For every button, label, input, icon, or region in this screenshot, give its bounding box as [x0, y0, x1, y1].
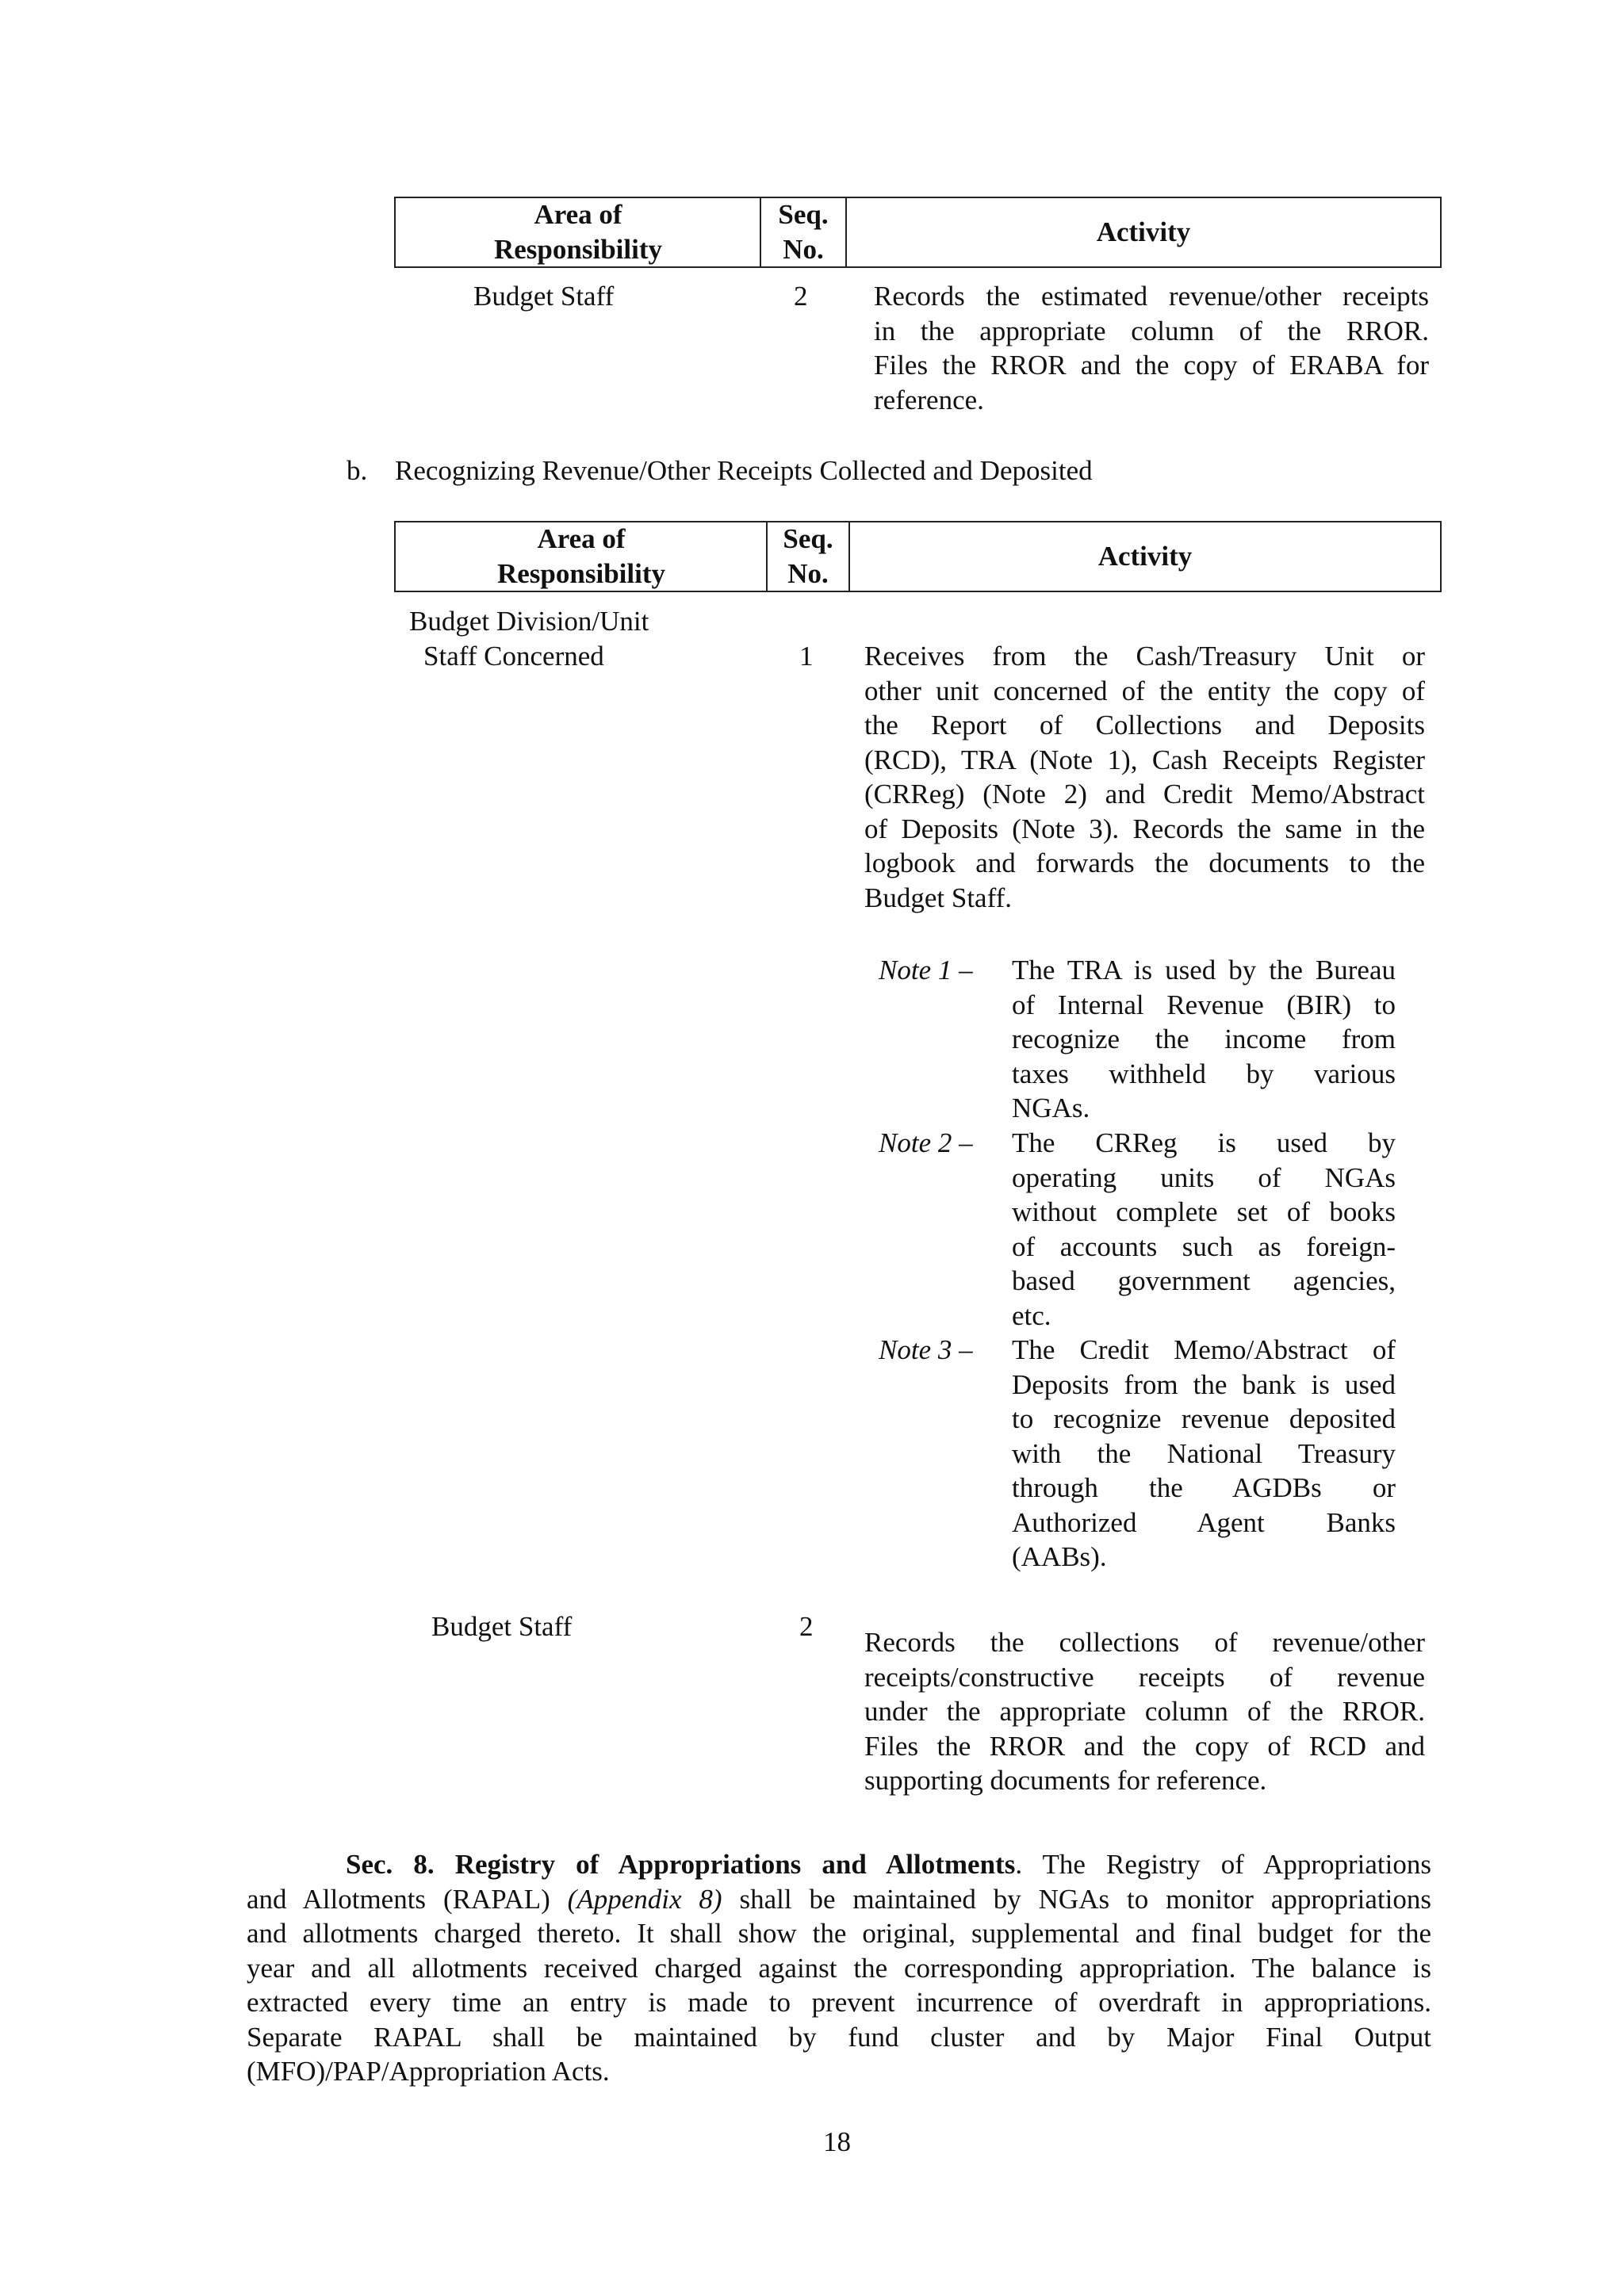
table2-row2-seq: 2	[799, 1611, 814, 1642]
note3-label: Note 3 –	[879, 1334, 973, 1365]
text-line: other unit concerned of the entity the copy of	[864, 675, 1425, 706]
sec8-paragraph	[247, 1847, 1431, 2089]
text-line: (AABs).	[1012, 1541, 1107, 1572]
text-line: receipts/constructive receipts of revenue	[864, 1661, 1425, 1693]
text-line: the Report of Collections and Deposits	[864, 710, 1425, 740]
text-line: and allotments charged thereto. It shall show the original, supplemental and final budget for the	[247, 1918, 1431, 1949]
text-line: (CRReg) (Note 2) and Credit Memo/Abstract	[864, 779, 1425, 809]
table1-header-seq	[761, 198, 845, 266]
text-line: Records the collections of revenue/other	[864, 1627, 1425, 1658]
text-line: (MFO)/PAP/Appropriation Acts.	[247, 2056, 610, 2087]
table2-header-area-line1: Area of	[537, 523, 626, 554]
text-line: of Deposits (Note 3). Records the same in the	[864, 813, 1425, 844]
text-line: Deposits from the bank is used	[1012, 1368, 1396, 1400]
table2-header-area	[396, 522, 767, 591]
table2-row1-area-line2: Staff Concerned	[423, 641, 604, 672]
text-line: The Credit Memo/Abstract of	[1012, 1334, 1396, 1365]
section-b-title: Recognizing Revenue/Other Receipts Collected and Deposited	[395, 455, 1093, 486]
text-line: without complete set of books	[1012, 1196, 1396, 1227]
text-line: through the AGDBs or	[1012, 1472, 1396, 1503]
text-line: Budget Staff.	[864, 882, 1013, 913]
table1-header-area-line2: Responsibility	[494, 234, 662, 265]
text-line: in the appropriate column of the RROR.	[874, 315, 1429, 346]
section-b-letter: b.	[347, 455, 368, 486]
table2-header-seq-line1: Seq.	[783, 523, 833, 554]
table1-row-seq: 2	[794, 281, 808, 312]
text-line: operating units of NGAs	[1012, 1161, 1396, 1193]
text-line: to recognize revenue deposited	[1012, 1403, 1396, 1434]
table2-header-area-line2: Responsibility	[497, 558, 665, 589]
text-line: (RCD), TRA (Note 1), Cash Receipts Register	[864, 744, 1425, 775]
table2-row1-activity	[864, 639, 1425, 915]
note2-body	[1012, 1126, 1396, 1333]
table2-header-seq-line2: No.	[787, 558, 829, 589]
text-line: Receives from the Cash/Treasury Unit or	[864, 641, 1425, 672]
text-line: of Internal Revenue (BIR) to	[1012, 989, 1396, 1020]
table2-header	[394, 521, 1442, 592]
table1-header-seq-line1: Seq.	[778, 199, 829, 230]
sec8-first-line	[247, 1847, 1431, 1882]
text-line: with the National Treasury	[1012, 1437, 1396, 1469]
note3-body	[1012, 1333, 1396, 1575]
table1-header-seq-line2: No.	[783, 234, 824, 265]
note2-label: Note 2 –	[879, 1127, 973, 1158]
text-line: based government agencies,	[1012, 1265, 1396, 1296]
text-line: extracted every time an entry is made to prevent incurrence of overdraft in appropriations.	[247, 1987, 1431, 2018]
table1-header-area-line1: Area of	[534, 199, 622, 230]
text-line: etc.	[1012, 1299, 1051, 1331]
text-line: Files the RROR and the copy of ERABA for	[874, 350, 1429, 381]
text-line: of accounts such as foreign-	[1012, 1230, 1396, 1262]
table1-row-area: Budget Staff	[473, 281, 615, 312]
text-line: under the appropriate column of the RROR.	[864, 1696, 1425, 1727]
text-line: Files the RROR and the copy of RCD and	[864, 1730, 1425, 1762]
text-line: The CRReg is used by	[1012, 1127, 1396, 1158]
table2-row1-area-line1: Budget Division/Unit	[409, 606, 649, 637]
text-line: NGAs.	[1012, 1093, 1090, 1123]
sec8-first-line-rest: . The Registry of Appropriations	[1015, 1849, 1431, 1880]
table2-header-activity: Activity	[1097, 541, 1193, 572]
table2-header-seq	[768, 522, 848, 591]
text-line: reference.	[874, 384, 984, 415]
text-line: Separate RAPAL shall be maintained by fund cluster and by Major Final Output	[247, 2021, 1431, 2053]
text-line: supporting documents for reference.	[864, 1765, 1267, 1796]
table1-header	[394, 197, 1442, 268]
text-line: The TRA is used by the Bureau	[1012, 955, 1396, 985]
page-number: 18	[823, 2126, 851, 2157]
text-line: Records the estimated revenue/other receipts	[874, 281, 1429, 312]
table1-row-activity	[874, 279, 1429, 417]
text-line: and Allotments (RAPAL) (Appendix 8) shall be maintained by NGAs to monitor appropriations	[247, 1883, 1431, 1915]
table1-header-activity: Activity	[1096, 216, 1191, 247]
table1-header-area	[396, 198, 760, 266]
table2-row2-activity	[864, 1625, 1425, 1798]
text-line: Authorized Agent Banks	[1012, 1506, 1396, 1538]
note1-body	[1012, 953, 1396, 1126]
text-line: year and all allotments received charged against the corresponding appropriation. The balance is	[247, 1952, 1431, 1984]
table2-row1-seq: 1	[799, 641, 814, 672]
text-line: taxes withheld by various	[1012, 1058, 1396, 1089]
sec8-heading: Sec. 8. Registry of Appropriations and Allotments	[346, 1849, 1016, 1880]
text-line: recognize the income from	[1012, 1024, 1396, 1054]
note1-label: Note 1 –	[879, 955, 973, 985]
text-line: logbook and forwards the documents to the	[864, 848, 1425, 878]
table2-row2-area: Budget Staff	[431, 1611, 573, 1642]
